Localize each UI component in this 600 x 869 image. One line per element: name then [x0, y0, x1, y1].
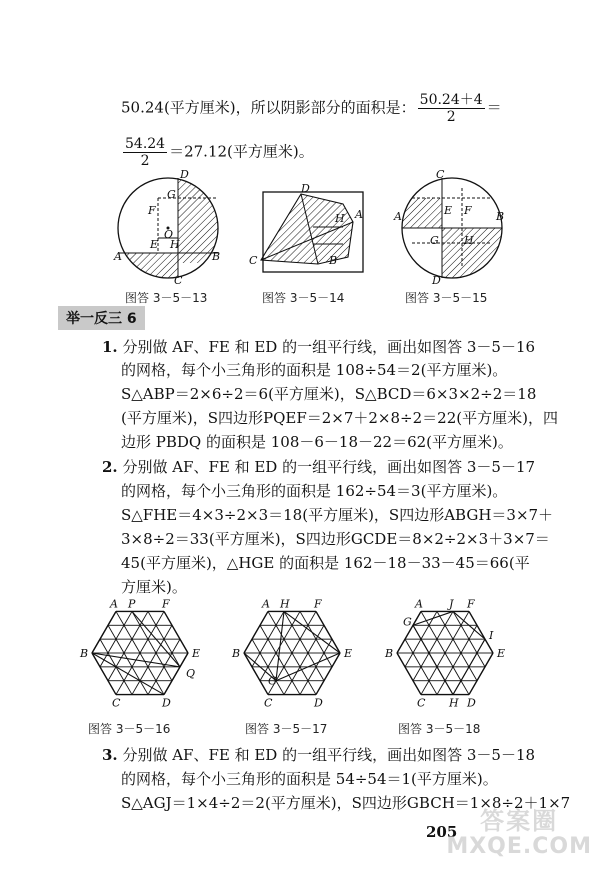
grid-line — [469, 667, 477, 681]
grid-line — [140, 639, 148, 653]
item-1-line-2: 的网格，每个小三角形的面积是 108÷54＝2(平方厘米)。 — [121, 361, 508, 379]
item-1-line-4: (平方厘米)，S四边形PQEF＝2×7＋2×8÷2＝22(平方厘米)，四 — [121, 409, 558, 427]
grid-line — [276, 625, 284, 639]
svg-text:F: F — [464, 204, 472, 217]
grid-line — [453, 611, 461, 625]
grid-line — [413, 625, 453, 694]
grid-line — [461, 625, 469, 639]
grid-line — [292, 625, 300, 639]
caption-3-5-15: 图答 3－5－15 — [405, 291, 488, 305]
grid-line — [300, 639, 308, 653]
caption-3-5-14: 图答 3－5－14 — [262, 291, 345, 305]
grid-line — [116, 611, 124, 625]
grid-line — [252, 653, 260, 667]
svg-text:A: A — [114, 250, 122, 263]
svg-text:H: H — [335, 212, 345, 225]
vertex-label: F — [314, 597, 322, 611]
item-2-line-5: 45(平方厘米)，△HGE 的面积是 162－18－33－45＝66(平 — [121, 554, 530, 572]
svg-text:B: B — [496, 210, 505, 223]
grid-line — [429, 639, 437, 653]
grid-line — [300, 625, 308, 639]
grid-line — [284, 639, 292, 653]
grid-line — [316, 625, 324, 639]
grid-line — [164, 625, 172, 639]
grid-line — [316, 667, 324, 681]
vertex-label: D — [467, 696, 476, 710]
grid-line — [477, 653, 485, 667]
svg-text:E: E — [444, 204, 453, 217]
svg-text:C: C — [436, 168, 445, 181]
fraction-1: $\frac{50.24+4}{2}$ — [419, 92, 483, 125]
grid-line — [437, 681, 445, 695]
vertex-label: D — [162, 696, 171, 710]
grid-line — [124, 639, 132, 653]
vertex-label: A — [110, 597, 118, 611]
grid-line — [429, 681, 437, 695]
svg-text:G: G — [430, 234, 439, 247]
grid-line — [469, 625, 477, 639]
grid-line — [413, 639, 421, 653]
grid-line — [284, 625, 292, 639]
vertex-label: E — [497, 647, 506, 660]
grid-line — [252, 639, 260, 653]
grid-line — [156, 667, 164, 681]
grid-line — [260, 625, 268, 639]
figure-3-5-16 — [70, 595, 210, 717]
grid-line — [453, 653, 461, 667]
grid-line — [116, 639, 124, 653]
grid-line — [124, 625, 132, 639]
item-2-line-4: 3×8÷2＝33(平方厘米)，S四边形GCDE＝8×2÷2×3＋3×7＝ — [121, 530, 550, 548]
grid-line — [284, 611, 292, 625]
grid-line — [445, 667, 453, 681]
grid-line — [308, 681, 316, 695]
grid-line — [437, 611, 445, 625]
grid-line — [156, 625, 164, 639]
svg-text:B: B — [329, 254, 338, 267]
svg-text:A: A — [394, 210, 402, 223]
item-2-line-6: 方厘米)。 — [121, 578, 187, 596]
text-line-1: 50.24(平方厘米)，所以阴影部分的面积是： $\frac{50.24+4}{2}$ ＝ — [121, 92, 502, 125]
vertex-label: E — [344, 647, 353, 660]
grid-line — [164, 639, 172, 653]
grid-line — [437, 653, 445, 667]
grid-line — [292, 681, 300, 695]
grid-line — [461, 653, 469, 667]
grid-line — [116, 653, 124, 667]
grid-line — [429, 667, 437, 681]
vertex-label: E — [192, 647, 201, 660]
grid-line — [437, 625, 445, 639]
grid-line — [140, 611, 148, 625]
grid-line — [140, 653, 148, 667]
grid-line — [124, 611, 132, 625]
figure-3-5-15 — [392, 168, 512, 288]
grid-line — [108, 639, 116, 653]
grid-line — [124, 653, 132, 667]
vertex-label: C — [417, 696, 426, 710]
caption-3-5-16: 图答 3－5－16 — [88, 722, 171, 736]
grid-line — [148, 639, 156, 653]
grid-line — [421, 667, 429, 681]
vertex-label: I — [489, 629, 494, 643]
item-2-line-1: 2. 分别做 AF、FE 和 ED 的一组平行线，画出如图答 3－5－17 — [102, 458, 536, 476]
caption-3-5-13: 图答 3－5－13 — [125, 291, 208, 305]
grid-line — [268, 639, 276, 653]
grid-line — [260, 653, 268, 667]
grid-line — [421, 611, 429, 625]
vertex-label: A — [415, 597, 423, 611]
grid-line — [413, 653, 421, 667]
grid-line — [421, 653, 429, 667]
grid-line — [429, 625, 437, 639]
grid-line — [140, 667, 148, 681]
svg-text:B: B — [212, 250, 221, 263]
grid-line — [300, 653, 308, 667]
figure-3-5-14 — [243, 182, 373, 282]
grid-line — [308, 611, 316, 625]
svg-text:H: H — [170, 238, 180, 251]
vertex-label: J — [449, 597, 454, 611]
vertex-label: B — [232, 647, 241, 660]
grid-line — [308, 639, 316, 653]
grid-line — [268, 611, 276, 625]
caption-3-5-18: 图答 3－5－18 — [398, 722, 481, 736]
vertex-label: G — [403, 615, 412, 629]
grid-line — [268, 625, 276, 639]
svg-text:F: F — [148, 204, 156, 217]
grid-line — [453, 639, 461, 653]
item-1-line-5: 边形 PBDQ 的面积是 108－6－18－22＝62(平方厘米)。 — [121, 433, 513, 451]
grid-line — [276, 653, 284, 667]
grid-line — [132, 625, 140, 639]
item-2-line-3: S△FHE＝4×3÷2×3＝18(平方厘米)，S四边形ABGH＝3×7＋ — [121, 506, 554, 524]
vertex-label: D — [314, 696, 323, 710]
grid-line — [260, 667, 268, 681]
grid-line — [405, 639, 413, 653]
svg-text:H: H — [464, 234, 474, 247]
grid-line — [116, 681, 124, 695]
fraction-2: $\frac{54.24}{2}$ — [125, 136, 166, 169]
item-3-line-3: S△AGJ＝1×4÷2＝2(平方厘米)，S四边形GBCH＝1×8÷2＋1×7 — [121, 794, 571, 812]
grid-line — [116, 625, 124, 639]
vertex-label: C — [112, 696, 121, 710]
grid-line — [445, 653, 453, 667]
vertex-label: H — [449, 696, 459, 710]
grid-line — [164, 667, 172, 681]
vertex-label: B — [80, 647, 89, 660]
label: D — [180, 168, 189, 181]
grid-line — [140, 625, 148, 639]
grid-line — [469, 639, 477, 653]
grid-line — [172, 639, 180, 653]
grid-line — [100, 639, 108, 653]
grid-line — [132, 639, 140, 653]
item-1-line-1: 1. 分别做 AF、FE 和 ED 的一组平行线，画出如图答 3－5－16 — [102, 338, 536, 356]
svg-text:O: O — [164, 228, 174, 241]
grid-line — [445, 639, 453, 653]
grid-line — [308, 667, 316, 681]
svg-text:C: C — [249, 254, 258, 267]
figure-3-5-17 — [222, 595, 362, 717]
grid-line — [300, 611, 308, 625]
vertex-label: A — [262, 597, 270, 611]
item-3-line-2: 的网格，每个小三角形的面积是 54÷54＝1(平方厘米)。 — [121, 770, 498, 788]
vertex-label: Q — [186, 666, 196, 680]
grid-line — [124, 681, 132, 695]
grid-line — [316, 639, 324, 653]
svg-text:D: D — [432, 274, 441, 287]
grid-line — [405, 653, 413, 667]
figure-3-5-18 — [375, 595, 515, 717]
svg-text:C: C — [174, 274, 183, 287]
grid-line — [461, 681, 469, 695]
svg-text:D: D — [301, 182, 310, 195]
vertex-label: P — [128, 597, 136, 611]
grid-line — [148, 653, 156, 667]
grid-line — [284, 681, 292, 695]
caption-3-5-17: 图答 3－5－17 — [245, 722, 328, 736]
grid-line — [276, 681, 284, 695]
grid-line — [292, 653, 300, 667]
grid-line — [156, 611, 164, 625]
grid-line — [453, 625, 461, 639]
grid-line — [108, 667, 116, 681]
text-line-2: $\frac{54.24}{2}$ ＝27.12(平方厘米)。 — [125, 136, 314, 169]
grid-line — [132, 681, 140, 695]
watermark: 答案圈 MXQE.COM — [446, 807, 592, 859]
item-3-line-1: 3. 分别做 AF、FE 和 ED 的一组平行线，画出如图答 3－5－18 — [102, 746, 536, 764]
grid-line — [413, 667, 421, 681]
vertex-label: B — [385, 647, 394, 660]
grid-line — [437, 639, 445, 653]
vertex-label: C — [264, 696, 273, 710]
grid-line — [268, 653, 276, 667]
grid-line — [156, 653, 164, 667]
grid-line — [300, 681, 308, 695]
grid-line — [92, 653, 180, 667]
svg-text:E: E — [150, 238, 159, 251]
vertex-label: H — [280, 597, 290, 611]
svg-text:G: G — [167, 188, 176, 201]
grid-line — [284, 653, 292, 667]
grid-line — [260, 639, 268, 653]
grid-line — [461, 611, 469, 625]
grid-line — [461, 639, 469, 653]
svg-text:A: A — [355, 208, 363, 221]
figure-3-5-13 — [108, 168, 228, 288]
item-2-line-2: 的网格，每个小三角形的面积是 162÷54＝3(平方厘米)。 — [121, 482, 508, 500]
section-title: 举一反三 6 — [58, 306, 145, 330]
vertex-label: F — [467, 597, 475, 611]
grid-line — [421, 681, 429, 695]
page-number: 205 — [426, 823, 458, 841]
vertex-label: F — [162, 597, 170, 611]
grid-line — [276, 611, 284, 680]
grid-line — [421, 625, 429, 639]
vertex-label: G — [268, 674, 277, 688]
grid-line — [292, 639, 300, 653]
grid-line — [148, 611, 156, 625]
grid-line — [148, 667, 156, 681]
grid-line — [453, 667, 461, 681]
item-1-line-3: S△ABP＝2×6÷2＝6(平方厘米)，S△BCD＝6×3×2÷2＝18 — [121, 385, 537, 403]
grid-line — [445, 625, 453, 639]
grid-line — [108, 625, 116, 639]
